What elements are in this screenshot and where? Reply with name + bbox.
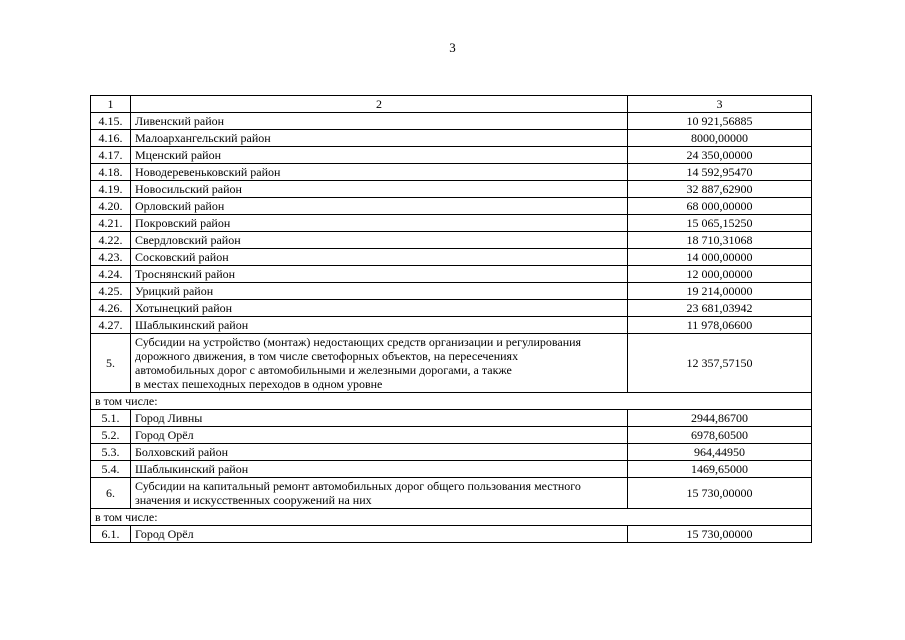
table-row <box>91 444 812 461</box>
row-value: 32 887,62900 <box>628 181 812 198</box>
row-value: 23 681,03942 <box>628 300 812 317</box>
table-row <box>91 249 812 266</box>
row-number: 4.26. <box>91 300 131 317</box>
row-name: Мценский район <box>131 147 628 164</box>
table-row <box>91 215 812 232</box>
table-row-section-6 <box>91 478 812 509</box>
row-value: 18 710,31068 <box>628 232 812 249</box>
row-name: Малоархангельский район <box>131 130 628 147</box>
row-value: 11 978,06600 <box>628 317 812 334</box>
row-name: Троснянский район <box>131 266 628 283</box>
table-row <box>91 130 812 147</box>
row-value: 15 730,00000 <box>628 526 812 543</box>
table-row <box>91 198 812 215</box>
including-row <box>91 509 812 526</box>
description-line: дорожного движения, в том числе светофорных объектов, на пересечениях <box>135 349 519 363</box>
row-name: Шаблыкинский район <box>131 461 628 478</box>
row-value: 8000,00000 <box>628 130 812 147</box>
including-row <box>91 393 812 410</box>
table-row <box>91 164 812 181</box>
row-number: 6.1. <box>91 526 131 543</box>
row-number: 4.21. <box>91 215 131 232</box>
row-name: Урицкий район <box>131 283 628 300</box>
table-row <box>91 410 812 427</box>
table-row <box>91 181 812 198</box>
row-name: Орловский район <box>131 198 628 215</box>
description-line: Субсидии на капитальный ремонт автомобильных дорог общего пользования местного <box>135 479 581 493</box>
description-line: Субсидии на устройство (монтаж) недостающих средств организации и регулирования <box>135 335 582 349</box>
row-number: 4.16. <box>91 130 131 147</box>
row-number: 5.2. <box>91 427 131 444</box>
row-number: 5. <box>91 334 131 393</box>
row-number: 4.15. <box>91 113 131 130</box>
table-row <box>91 317 812 334</box>
row-number: 6. <box>91 478 131 509</box>
row-value: 19 214,00000 <box>628 283 812 300</box>
row-number: 4.17. <box>91 147 131 164</box>
row-number: 5.1. <box>91 410 131 427</box>
row-number: 4.19. <box>91 181 131 198</box>
row-value: 24 350,00000 <box>628 147 812 164</box>
row-value: 10 921,56885 <box>628 113 812 130</box>
table-row <box>91 113 812 130</box>
row-value: 15 730,00000 <box>628 478 812 509</box>
table-row <box>91 461 812 478</box>
row-value: 12 357,57150 <box>628 334 812 393</box>
table-row <box>91 266 812 283</box>
row-name: Город Ливны <box>131 410 628 427</box>
row-number: 5.4. <box>91 461 131 478</box>
table-row <box>91 232 812 249</box>
row-name: Ливенский район <box>131 113 628 130</box>
row-value: 2944,86700 <box>628 410 812 427</box>
row-description <box>131 334 628 393</box>
description-line: значения и искусственных сооружений на них <box>135 493 372 507</box>
row-number: 4.25. <box>91 283 131 300</box>
table-row <box>91 300 812 317</box>
header-col-2: 2 <box>131 96 628 113</box>
row-name: Сосковский район <box>131 249 628 266</box>
row-name: Город Орёл <box>131 526 628 543</box>
row-name: Шаблыкинский район <box>131 317 628 334</box>
row-name: Хотынецкий район <box>131 300 628 317</box>
row-name: Покровский район <box>131 215 628 232</box>
row-value: 1469,65000 <box>628 461 812 478</box>
page-number: 3 <box>449 40 456 55</box>
description-line: автомобильных дорог с автомобильными и железными дорогами, а также <box>135 363 512 377</box>
row-number: 4.22. <box>91 232 131 249</box>
row-value: 68 000,00000 <box>628 198 812 215</box>
row-name: Болховский район <box>131 444 628 461</box>
table-row <box>91 283 812 300</box>
row-name: Свердловский район <box>131 232 628 249</box>
row-value: 15 065,15250 <box>628 215 812 232</box>
header-col-3: 3 <box>628 96 812 113</box>
table-header-row <box>91 96 812 113</box>
row-number: 5.3. <box>91 444 131 461</box>
row-value: 14 592,95470 <box>628 164 812 181</box>
header-col-1: 1 <box>91 96 131 113</box>
table-row <box>91 526 812 543</box>
budget-table <box>90 95 812 543</box>
row-number: 4.20. <box>91 198 131 215</box>
table-row <box>91 427 812 444</box>
row-value: 6978,60500 <box>628 427 812 444</box>
row-name: Новосильский район <box>131 181 628 198</box>
description-line: в местах пешеходных переходов в одном уровне <box>135 377 383 391</box>
row-name: Новодеревеньковский район <box>131 164 628 181</box>
row-number: 4.18. <box>91 164 131 181</box>
including-label: в том числе: <box>91 393 812 410</box>
row-name: Город Орёл <box>131 427 628 444</box>
row-value: 14 000,00000 <box>628 249 812 266</box>
row-number: 4.27. <box>91 317 131 334</box>
including-label: в том числе: <box>91 509 812 526</box>
row-description <box>131 478 628 509</box>
row-number: 4.24. <box>91 266 131 283</box>
table-row <box>91 147 812 164</box>
row-value: 12 000,00000 <box>628 266 812 283</box>
row-number: 4.23. <box>91 249 131 266</box>
table-row-section-5 <box>91 334 812 393</box>
row-value: 964,44950 <box>628 444 812 461</box>
